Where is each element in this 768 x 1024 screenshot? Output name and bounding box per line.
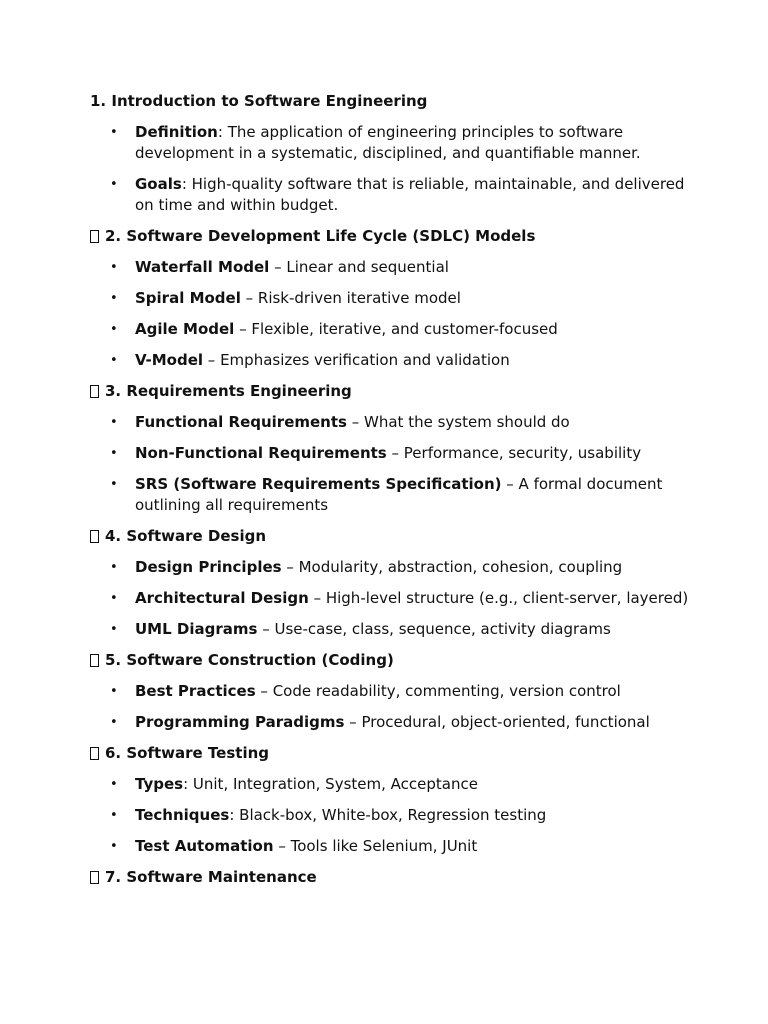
item-separator: – — [308, 589, 326, 607]
bullet-icon: • — [110, 622, 118, 637]
missing-glyph-icon — [90, 530, 99, 543]
list-item — [90, 712, 690, 733]
section-heading-text: 1. Introduction to Software Engineering — [90, 92, 428, 110]
item-term: Spiral Model — [135, 289, 241, 307]
item-description: Emphasizes verification and validation — [220, 351, 510, 369]
item-separator: – — [240, 289, 258, 307]
section-1 — [90, 91, 690, 216]
list-item — [90, 257, 690, 278]
bullet-icon: • — [110, 839, 118, 854]
bullet-icon: • — [110, 477, 118, 492]
missing-glyph-icon — [90, 385, 99, 398]
item-description: Flexible, iterative, and customer-focused — [251, 320, 558, 338]
bullet-icon: • — [110, 415, 118, 430]
item-separator: – — [273, 837, 291, 855]
item-term: Types — [135, 775, 184, 793]
bullet-icon: • — [110, 560, 118, 575]
section-heading-text: 6. Software Testing — [105, 744, 270, 762]
section-7 — [90, 867, 690, 887]
item-separator: – — [257, 620, 275, 638]
item-description: High-quality software that is reliable, maintainable, and delivered on time and within budget. — [135, 175, 685, 214]
bullet-list — [90, 557, 690, 640]
item-term: UML Diagrams — [135, 620, 258, 638]
document-body — [90, 91, 690, 887]
list-item — [90, 288, 690, 309]
list-item — [90, 122, 690, 164]
bullet-list — [90, 257, 690, 371]
list-item — [90, 619, 690, 640]
item-description: Risk-driven iterative model — [257, 289, 461, 307]
item-term: Definition — [135, 123, 218, 141]
list-item — [90, 681, 690, 702]
item-separator: – — [346, 413, 365, 431]
section-heading-text: 2. Software Development Life Cycle (SDLC) Models — [105, 227, 536, 245]
bullet-icon: • — [110, 177, 118, 192]
item-term: Design Principles — [135, 558, 282, 576]
section-heading-text: 4. Software Design — [105, 527, 267, 545]
item-description: High-level structure (e.g., client-server, layered) — [325, 589, 689, 607]
bullet-icon: • — [110, 291, 118, 306]
section-heading — [90, 226, 690, 246]
list-item — [90, 474, 690, 516]
missing-glyph-icon — [90, 871, 99, 884]
bullet-icon: • — [110, 808, 118, 823]
bullet-icon: • — [110, 260, 118, 275]
item-separator: : — [217, 123, 228, 141]
item-description: Tools like Selenium, JUnit — [290, 837, 478, 855]
bullet-icon: • — [110, 715, 118, 730]
list-item — [90, 805, 690, 826]
item-description: Use-case, class, sequence, activity diagrams — [274, 620, 611, 638]
bullet-icon: • — [110, 446, 118, 461]
bullet-icon: • — [110, 353, 118, 368]
list-item — [90, 443, 690, 464]
list-item — [90, 174, 690, 216]
list-item — [90, 557, 690, 578]
item-separator: : — [229, 806, 240, 824]
bullet-icon: • — [110, 591, 118, 606]
item-description: Modularity, abstraction, cohesion, coupling — [298, 558, 623, 576]
list-item — [90, 588, 690, 609]
section-heading — [90, 526, 690, 546]
item-separator: – — [344, 713, 362, 731]
item-separator: : — [183, 775, 193, 793]
bullet-icon: • — [110, 777, 118, 792]
item-term: Functional Requirements — [135, 413, 347, 431]
item-term: Test Automation — [135, 837, 274, 855]
section-heading — [90, 91, 690, 111]
section-3 — [90, 381, 690, 516]
bullet-list — [90, 774, 690, 857]
item-term: Techniques — [135, 806, 230, 824]
bullet-list — [90, 412, 690, 516]
item-description: The application of engineering principles to software development in a systematic, disciplined, and quantifiable manner. — [135, 123, 641, 162]
list-item — [90, 412, 690, 433]
item-term: SRS (Software Requirements Specification) — [135, 475, 502, 493]
item-separator: : — [181, 175, 192, 193]
item-separator: – — [386, 444, 404, 462]
item-term: Goals — [135, 175, 182, 193]
item-separator: – — [269, 258, 287, 276]
item-term: Programming Paradigms — [135, 713, 345, 731]
missing-glyph-icon — [90, 747, 99, 760]
item-description: Performance, security, usability — [403, 444, 642, 462]
item-term: V-Model — [135, 351, 204, 369]
item-description: Procedural, object-oriented, functional — [361, 713, 650, 731]
bullet-icon: • — [110, 322, 118, 337]
document-page — [90, 91, 690, 898]
bullet-icon: • — [110, 125, 118, 140]
bullet-list — [90, 122, 690, 216]
item-description: Linear and sequential — [286, 258, 449, 276]
item-term: Non-Functional Requirements — [135, 444, 387, 462]
section-heading — [90, 867, 690, 887]
item-description: What the system should do — [364, 413, 570, 431]
item-term: Agile Model — [135, 320, 235, 338]
section-6 — [90, 743, 690, 857]
item-description: A formal document outlining all requirements — [135, 475, 663, 514]
bullet-list — [90, 681, 690, 733]
section-heading-text: 7. Software Maintenance — [105, 868, 317, 886]
item-term: Best Practices — [135, 682, 256, 700]
section-5 — [90, 650, 690, 733]
section-2 — [90, 226, 690, 371]
item-term: Architectural Design — [135, 589, 309, 607]
section-4 — [90, 526, 690, 640]
list-item — [90, 319, 690, 340]
list-item — [90, 836, 690, 857]
item-separator: – — [203, 351, 221, 369]
item-description: Black-box, White-box, Regression testing — [239, 806, 547, 824]
item-description: Code readability, commenting, version control — [272, 682, 621, 700]
section-heading — [90, 650, 690, 670]
item-separator: – — [501, 475, 519, 493]
section-heading — [90, 743, 690, 763]
item-separator: – — [234, 320, 252, 338]
list-item — [90, 774, 690, 795]
item-separator: – — [281, 558, 299, 576]
section-heading — [90, 381, 690, 401]
bullet-icon: • — [110, 684, 118, 699]
item-separator: – — [255, 682, 273, 700]
item-description: Unit, Integration, System, Acceptance — [192, 775, 478, 793]
section-heading-text: 5. Software Construction (Coding) — [105, 651, 394, 669]
item-term: Waterfall Model — [135, 258, 270, 276]
missing-glyph-icon — [90, 230, 99, 243]
list-item — [90, 350, 690, 371]
missing-glyph-icon — [90, 654, 99, 667]
section-heading-text: 3. Requirements Engineering — [105, 382, 352, 400]
